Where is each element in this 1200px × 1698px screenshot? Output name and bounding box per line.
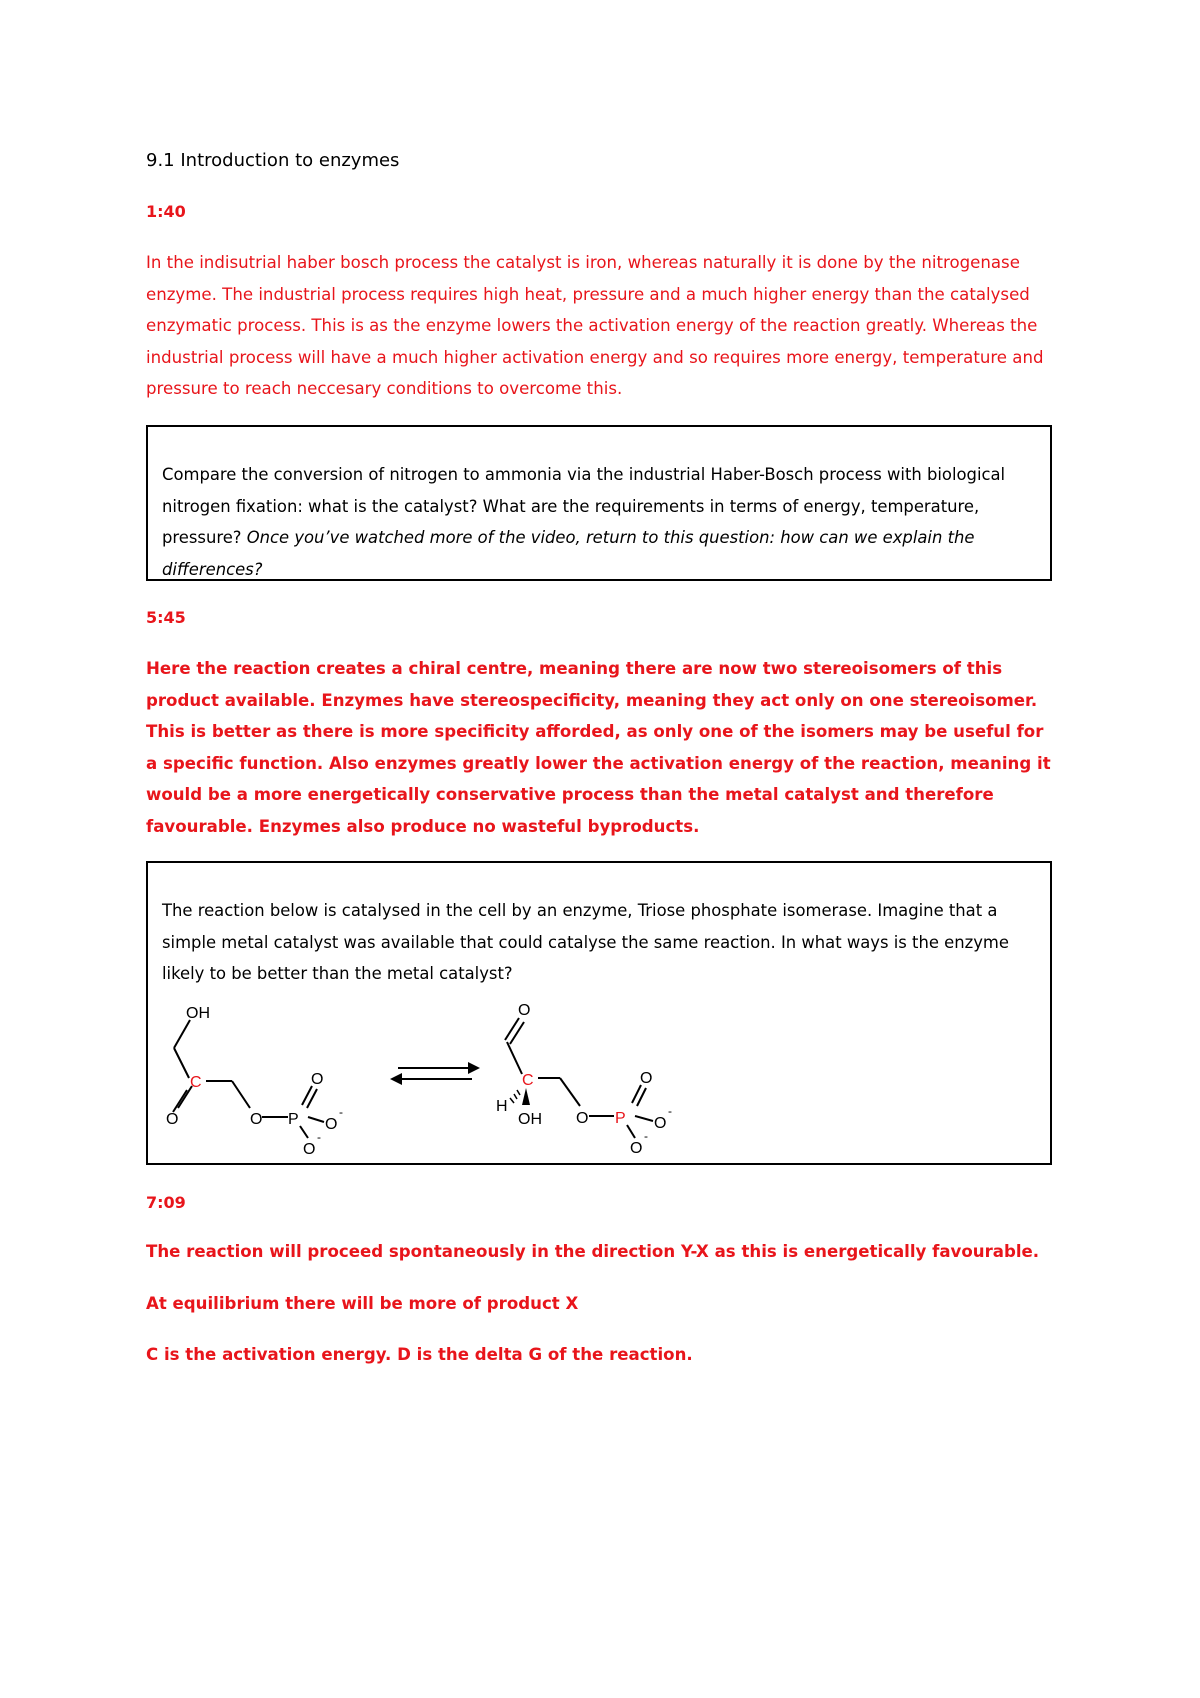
label-keto-oxygen: O <box>166 1111 179 1128</box>
forward-arrowhead <box>468 1062 480 1074</box>
label-phosphate-oxygen-bottom: O <box>303 1141 316 1158</box>
label-charge: - <box>668 1104 672 1118</box>
bond-line <box>174 1048 189 1078</box>
answer-paragraph-2: Here the reaction creates a chiral centre, meaning there are now two stereoisomers of this product available. Enzymes have stereospecificity, meaning they act only on one stereoisomer. This is better as there is more specificity afforded, as only one of the isomers may be useful for a specific function. Also enzymes greatly lower the activation energy of the reaction, meaning it would be a more energetically conservative process than the metal catalyst and therefore favourable. Enzymes also produce no wasteful byproducts. <box>146 659 1051 836</box>
question-2-text: The reaction below is catalysed in the cell by an enzyme, Triose phosphate isomerase. Imagine that a simple metal catalyst was available that could catalyse the same reaction. In what ways is the enzyme likely to be better than the metal catalyst? <box>162 901 1009 983</box>
label-phosphate-oxygen-right: O <box>654 1115 667 1132</box>
timestamp-3: 7:09 <box>146 1193 186 1212</box>
answer-line-3: C is the activation energy. D is the delta G of the reaction. <box>146 1345 693 1364</box>
answer-line-2: At equilibrium there will be more of product X <box>146 1294 579 1313</box>
page-title: 9.1 Introduction to enzymes <box>146 150 400 171</box>
question-box-1 <box>146 425 1052 581</box>
double-bond-line <box>510 1022 524 1044</box>
timestamp-1: 1:40 <box>146 202 186 221</box>
question-box-2 <box>146 861 1052 1165</box>
double-bond-line <box>505 1018 519 1040</box>
hashed-bond <box>514 1094 517 1099</box>
bond-line <box>507 1042 522 1074</box>
triose-phosphate-isomerase-diagram <box>148 988 1050 1163</box>
hashed-bond <box>517 1090 520 1095</box>
timestamp-2: 5:45 <box>146 608 186 627</box>
label-link-oxygen: O <box>250 1111 263 1128</box>
double-bond-line <box>173 1090 187 1112</box>
label-charge: - <box>339 1105 343 1119</box>
bond-line <box>232 1081 250 1108</box>
question-box-1-text <box>148 427 1050 585</box>
answer-line-1: The reaction will proceed spontaneously in the direction Y-X as this is energetically favourable. <box>146 1242 1040 1261</box>
label-phosphate-oxygen-top: O <box>311 1071 324 1088</box>
question-1-italic: Once you’ve watched more of the video, return to this question: how can we explain the differences? <box>162 528 975 579</box>
answer-paragraph-1: In the indisutrial haber bosch process the catalyst is iron, whereas naturally it is done by the nitrogenase enzyme. The industrial process requires high heat, pressure and a much higher energy than the catalysed enzymatic process. This is as the enzyme lowers the activation energy of the reaction greatly. Whereas the industrial process will have a much higher activation energy and so requires more energy, temperature and pressure to reach neccesary conditions to overcome this. <box>146 253 1044 398</box>
label-charge: - <box>644 1129 648 1143</box>
label-phosphate-oxygen-top: O <box>640 1070 653 1087</box>
label-phosphate-oxygen-bottom: O <box>630 1140 643 1157</box>
bond-line <box>308 1117 324 1122</box>
label-oh: OH <box>186 1005 210 1022</box>
bond-line <box>174 1020 190 1048</box>
label-phosphate-oxygen-right: O <box>325 1116 338 1133</box>
label-phosphorus: P <box>615 1110 626 1127</box>
label-hydrogen: H <box>496 1098 508 1115</box>
bond-line <box>627 1125 635 1138</box>
bond-line <box>560 1078 580 1106</box>
label-phosphorus: P <box>288 1111 299 1128</box>
label-chiral-carbon: C <box>522 1072 534 1089</box>
label-aldehyde-oxygen: O <box>518 1002 531 1019</box>
hashed-bond <box>510 1098 514 1103</box>
question-1-text: Compare the conversion of nitrogen to ammonia via the industrial Haber-Bosch process with biological nitrogen fixation: what is the catalyst? What are the requirements in terms of energy, temperature, pressure? <box>162 465 1006 547</box>
reverse-arrowhead <box>390 1073 402 1085</box>
label-charge: - <box>317 1130 321 1144</box>
bond-line <box>300 1126 308 1138</box>
label-link-oxygen: O <box>576 1110 589 1127</box>
label-chiral-carbon: C <box>190 1074 202 1091</box>
wedge-bond <box>522 1088 530 1105</box>
label-oh: OH <box>518 1111 542 1128</box>
bond-line <box>635 1116 653 1121</box>
